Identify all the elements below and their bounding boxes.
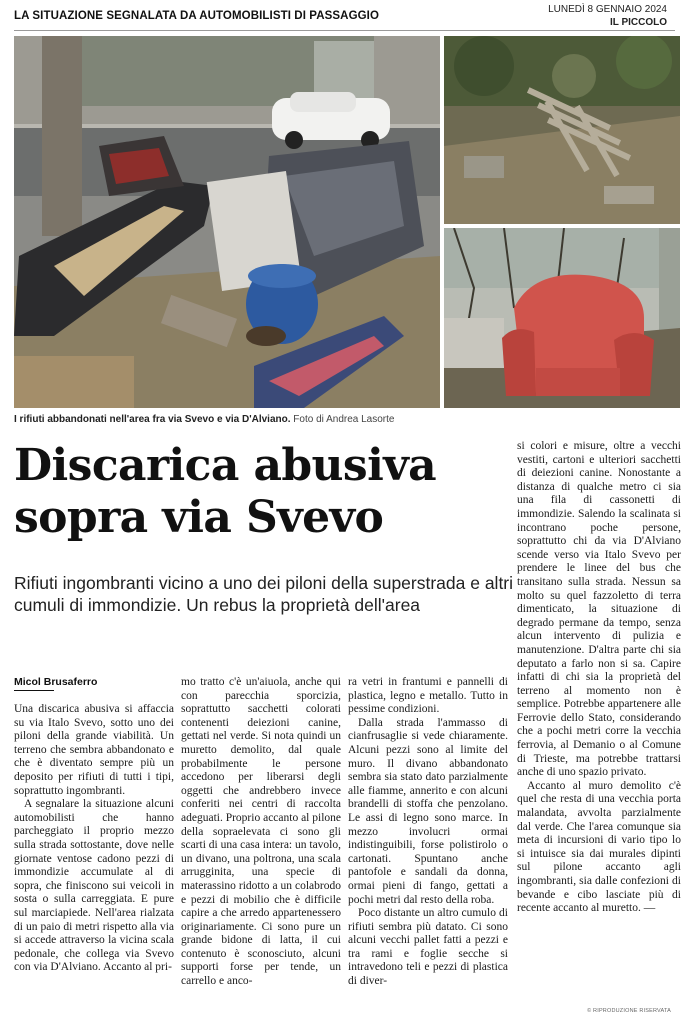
publication-name: IL PICCOLO: [609, 17, 667, 28]
byline-rule: [14, 690, 54, 691]
header-rule: [14, 30, 675, 31]
headline-line-1: Discarica abusiva: [14, 440, 437, 491]
caption-text: I rifiuti abbandonati nell'area fra via Svevo e via D'Alviano.: [14, 414, 291, 425]
paragraph: A segnalare la situazione alcuni automobilisti che hanno parcheggiato il proprio mezzo sulla strada sottostante, dove nelle giornate ventose cadono pezzi di immondizie accumulate al di sopra, che finiscono sui veicoli in sosta o sulla carreggiata. E pure sul marciapiede. Nell'area rialzata di un paio di metri rispetto alla via si accede attraverso la vicina scala pedonale, che collega via Svevo con via D'Alviano. Accanto al pri-: [14, 798, 174, 974]
paragraph: Accanto al muro demolito c'è quel che resta di una vecchia porta malandata, avvolta parzialmente dal verde. Che l'area comunque sia meta di incursioni di vario tipo lo si intuisce sia dai murales dipinti sul pilone accanto agli ingombranti, sia dalle confezioni di bevande e cibo lasciate più di recente accanto al muretto. —: [517, 779, 681, 915]
paragraph: Dalla strada l'ammasso di cianfrusaglie si vede chiaramente. Alcuni pezzi sono al limite del muro. Il divano abbandonato sembra sia stato dato parzialmente alle fiamme, annerito e con alcuni brandelli di stoffa che penzolano. Le assi di legno sono marce. In mezzo involucri ormai indistinguibili, forse polistirolo o cartonati. Spuntano anche pantofole e sandali da donna, ormai pieni di fango, gettati a pochi metri dal resto della roba.: [348, 716, 508, 906]
paragraph: ra vetri in frantumi e pannelli di plastica, legno e metallo. Tutto in pessime condizioni.: [348, 676, 508, 716]
paragraph: Poco distante un altro cumulo di rifiuti sembra più datato. Ci sono alcuni vecchi pallet fatti a pezzi e tra rami e foglie secche si intravedono teli e pezzi di plastica di diver-: [348, 907, 508, 988]
article-column-1: [14, 703, 174, 1013]
caption-credit: Foto di Andrea Lasorte: [293, 414, 395, 425]
headline-line-2: sopra via Svevo: [14, 492, 384, 543]
paragraph: si colori e misure, oltre a vecchi vestiti, cartoni e ulteriori sacchetti di deiezioni canine. Nonostante a distanza di qualche metro ci sia una fila di cassonetti di immondizie. Salendo la scalinata si incontrano poche persone, soprattutto chi da via D'Alviano scende verso via Italo Svevo per prendere le linee del bus che transitano sulla strada. Nessun sa molto su quel fazzoletto di terra dimenticato, la situazione di degrado permane da tempo, senza alcun intervento di pulizia e manutenzione. D'altra parte chi sia deputato a farlo non si sa. Capire infatti di chi sia la proprietà del terreno al momento non è semplice. Potrebbe appartenere alle Ferrovie dello Stato, considerando che a pochi metri corre la vecchia ferrovia, al Demanio o al Comune di Trieste, ma potrebbe trattarsi anche di uno spazio privato.: [517, 440, 681, 779]
photo-caption: [14, 414, 534, 425]
article-column-2: [181, 676, 341, 1014]
photo-top-right: [444, 36, 680, 224]
article-column-4: [517, 440, 681, 1006]
headline: [14, 440, 514, 544]
photo-main: [14, 36, 440, 408]
section-kicker: LA SITUAZIONE SEGNALATA DA AUTOMOBILISTI DI PASSAGGIO: [14, 10, 379, 22]
subheadline: Rifiuti ingombranti vicino a uno dei piloni della superstrada e altri cumuli di immondizie. Un rebus la proprietà dell'area: [14, 573, 514, 615]
article-column-3: [348, 676, 508, 1014]
issue-date: LUNEDÌ 8 GENNAIO 2024: [548, 4, 667, 15]
paragraph: mo tratto c'è un'aiuola, anche qui con parecchia sporcizia, soprattutto sacchetti colorati contenenti deiezioni canine, gettati nel verde. Si nota quindi un muretto demolito, dal quale probabilmente le persone accedono per liberarsi degli oggetti che andrebbero invece conferiti nei centri di raccolta adeguati. Proprio accanto al pilone della sopraelevata ci sono gli scarti di una casa intera: un tavolo, un divano, una poltrona, una scala arrugginita, una specie di materassino ridotto a un colabrodo e pezzi di mobilio che è difficile capire a che arredo appartenessero originariamente. Ci sono pure un grande bidone di latta, il cui contenuto è sconosciuto, alcuni supporti forse per tende, un carrello e anco-: [181, 676, 341, 988]
paragraph: Una discarica abusiva si affaccia su via Italo Svevo, sotto uno dei piloni della grande viabilità. Un terreno che sembra abbandonato e che è diventato sempre più un deposito per rifiuti di tutti i tipi, soprattutto ingombranti.: [14, 703, 174, 797]
copyright-notice: © RIPRODUZIONE RISERVATA: [587, 1008, 671, 1014]
photo-bottom-right: [444, 228, 680, 408]
author-byline: Micol Brusaferro: [14, 676, 98, 688]
